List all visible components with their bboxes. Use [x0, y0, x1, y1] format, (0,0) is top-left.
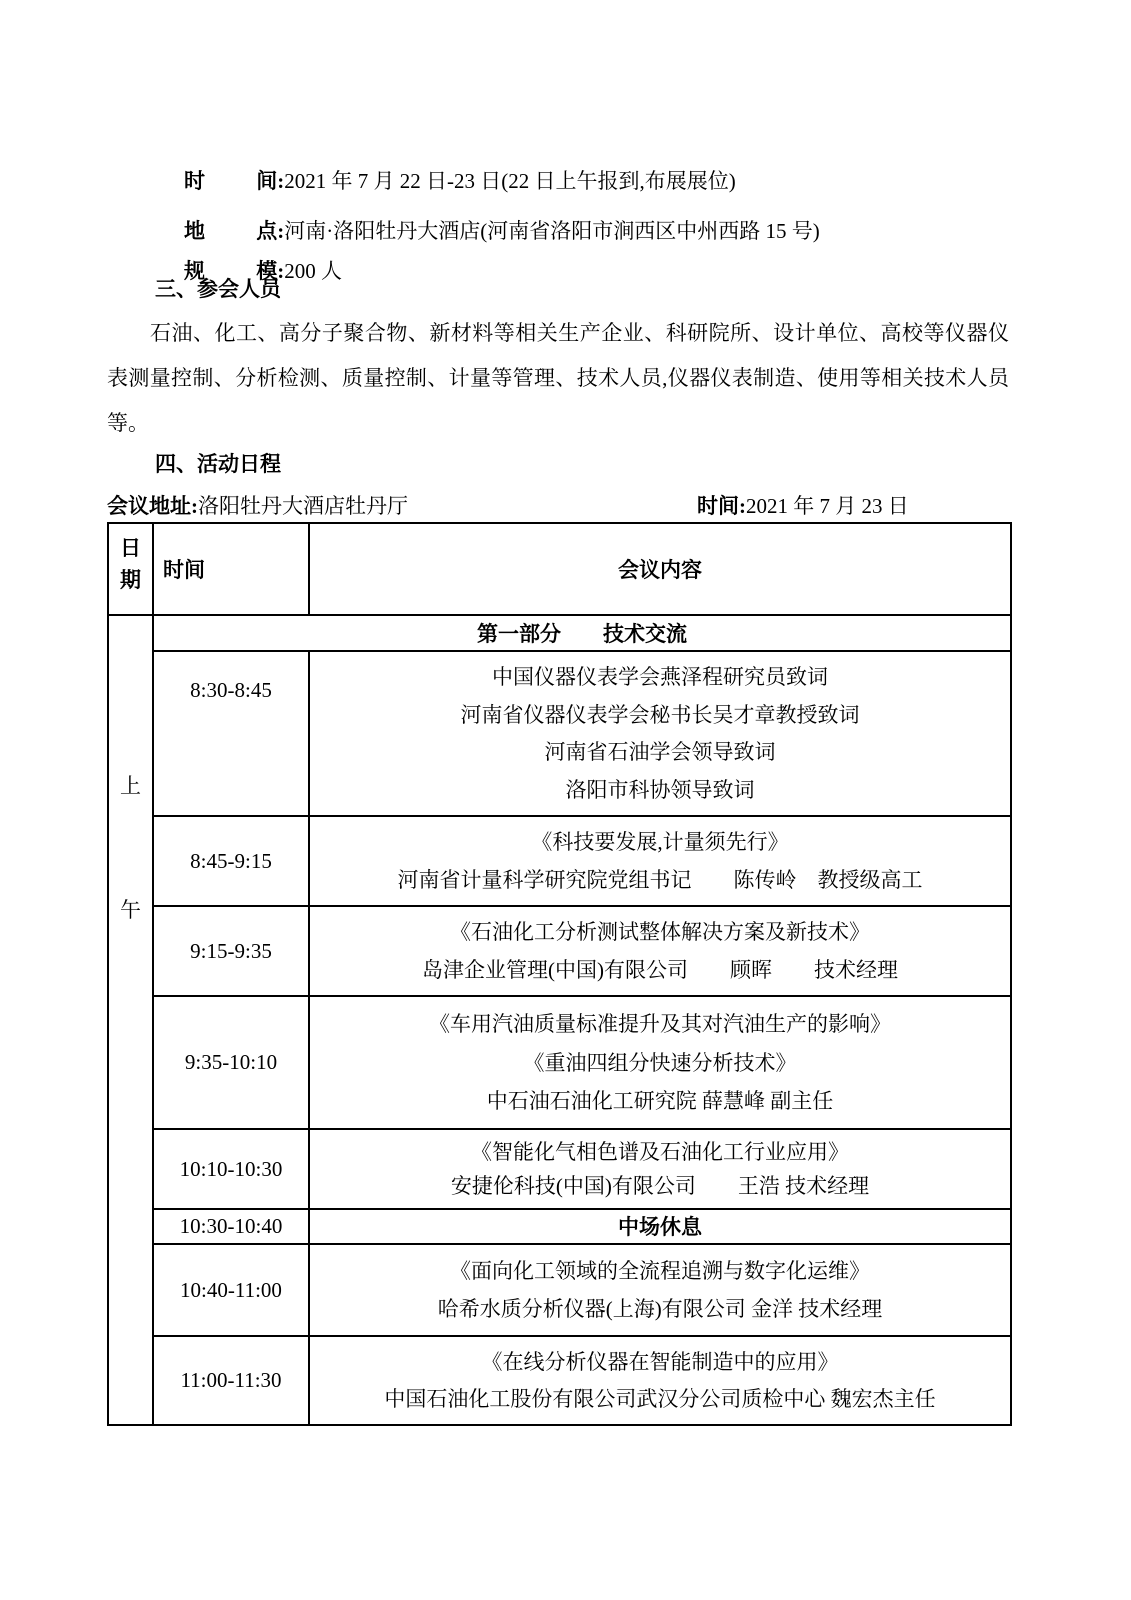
- content-line: 《在线分析仪器在智能制造中的应用》: [481, 1350, 839, 1374]
- time-cell: 10:40-11:00: [153, 1244, 309, 1336]
- content-lines: [316, 653, 1004, 814]
- time-cell: 9:15-9:35: [153, 906, 309, 996]
- time-cell: 10:10-10:30: [153, 1129, 309, 1209]
- agenda-row: [108, 816, 1011, 906]
- meeting-date-label: 时间:: [697, 494, 746, 518]
- period-char: 上: [120, 774, 141, 798]
- content-line: 安捷伦科技(中国)有限公司 王浩 技术经理: [450, 1174, 870, 1198]
- info-label-place: 地 点:: [184, 219, 285, 243]
- content-line: 哈希水质分析仪器(上海)有限公司 金洋 技术经理: [437, 1297, 883, 1321]
- meeting-date: [697, 493, 909, 519]
- content-cell: [309, 996, 1011, 1129]
- content-line: 《车用汽油质量标准提升及其对汽油生产的影响》: [429, 1011, 891, 1036]
- header-date: 日期: [108, 523, 153, 615]
- content-cell: [309, 651, 1011, 816]
- header-content: 会议内容: [309, 523, 1011, 615]
- content-line: 《科技要发展,计量须先行》: [531, 830, 789, 855]
- time-cell: 11:00-11:30: [153, 1336, 309, 1425]
- content-lines: [316, 818, 1004, 904]
- content-cell: [309, 1244, 1011, 1336]
- date-period-cell: [108, 615, 153, 1425]
- agenda-row: [108, 996, 1011, 1129]
- content-lines: [316, 908, 1004, 994]
- content-line: 《面向化工领域的全流程追溯与数字化运维》: [450, 1259, 870, 1283]
- info-value-place: 河南·洛阳牡丹大酒店(河南省洛阳市涧西区中州西路 15 号): [284, 219, 820, 243]
- agenda-row: [108, 1129, 1011, 1209]
- content-lines: [316, 1131, 1004, 1207]
- agenda-row: [108, 1244, 1011, 1336]
- venue-line: [107, 493, 1009, 519]
- content-line: 河南省石油学会领导致词: [544, 740, 776, 765]
- table-header-row: [108, 523, 1011, 615]
- content-line: 洛阳市科协领导致词: [565, 777, 755, 802]
- time-cell: 8:30-8:45: [153, 651, 309, 816]
- info-value-time: 2021 年 7 月 22 日-23 日(22 日上午报到,布展展位): [284, 169, 736, 193]
- content-lines: [316, 1338, 1004, 1423]
- content-lines: [316, 998, 1004, 1127]
- content-line: 中场休息: [618, 1214, 702, 1239]
- venue-value: 洛阳牡丹大酒店牡丹厅: [198, 494, 408, 518]
- time-cell: 8:45-9:15: [153, 816, 309, 906]
- meeting-date-value: 2021 年 7 月 23 日: [746, 494, 909, 518]
- agenda-row: [108, 1209, 1011, 1244]
- header-time: 时间: [153, 523, 309, 615]
- content-line: 《智能化气相色谱及石油化工行业应用》: [471, 1140, 849, 1164]
- content-cell: [309, 816, 1011, 906]
- content-cell: [309, 1209, 1011, 1244]
- info-value-scale: 200 人: [284, 259, 342, 283]
- time-cell: 10:30-10:40: [153, 1209, 309, 1244]
- period-char: 午: [120, 898, 141, 922]
- period-vertical-text: [109, 616, 152, 1022]
- agenda-row: [108, 651, 1011, 816]
- content-cell: [309, 1129, 1011, 1209]
- time-cell: 9:35-10:10: [153, 996, 309, 1129]
- agenda-table-body: [108, 523, 1011, 1425]
- content-cell: [309, 1336, 1011, 1425]
- section-title: 第一部分 技术交流: [153, 615, 1011, 651]
- agenda-table: [107, 522, 1012, 1426]
- content-line: 中国石油化工股份有限公司武汉分公司质检中心 魏宏杰主任: [384, 1387, 936, 1411]
- content-lines: [316, 1246, 1004, 1334]
- info-label-time: 时 间:: [184, 169, 285, 193]
- content-line: 岛津企业管理(中国)有限公司 顾晖 技术经理: [422, 957, 898, 982]
- section4-heading: 四、活动日程: [155, 452, 281, 476]
- section-row: [108, 615, 1011, 651]
- agenda-row: [108, 1336, 1011, 1425]
- participants-paragraph: 石油、化工、高分子聚合物、新材料等相关生产企业、科研院所、设计单位、高校等仪器仪表测量控制、分析检测、质量控制、计量等管理、技术人员,仪器仪表制造、使用等相关技术人员等。: [107, 321, 1009, 435]
- content-cell: [309, 906, 1011, 996]
- info-label-scale: 规 模:: [184, 259, 285, 283]
- content-line: 河南省计量科学研究院党组书记 陈传岭 教授级高工: [397, 867, 923, 892]
- section3-heading: 三、参会人员: [155, 277, 281, 301]
- content-lines: [316, 1211, 1004, 1242]
- content-line: 中国仪器仪表学会燕泽程研究员致词: [492, 665, 828, 690]
- venue-label: 会议地址:: [107, 494, 198, 518]
- content-line: 《重油四组分快速分析技术》: [523, 1050, 797, 1075]
- content-line: 河南省仪器仪表学会秘书长吴才章教授致词: [460, 702, 860, 727]
- content-line: 中石油石油化工研究院 薛慧峰 副主任: [486, 1089, 834, 1114]
- content-line: 《石油化工分析测试整体解决方案及新技术》: [450, 920, 870, 945]
- agenda-row: [108, 906, 1011, 996]
